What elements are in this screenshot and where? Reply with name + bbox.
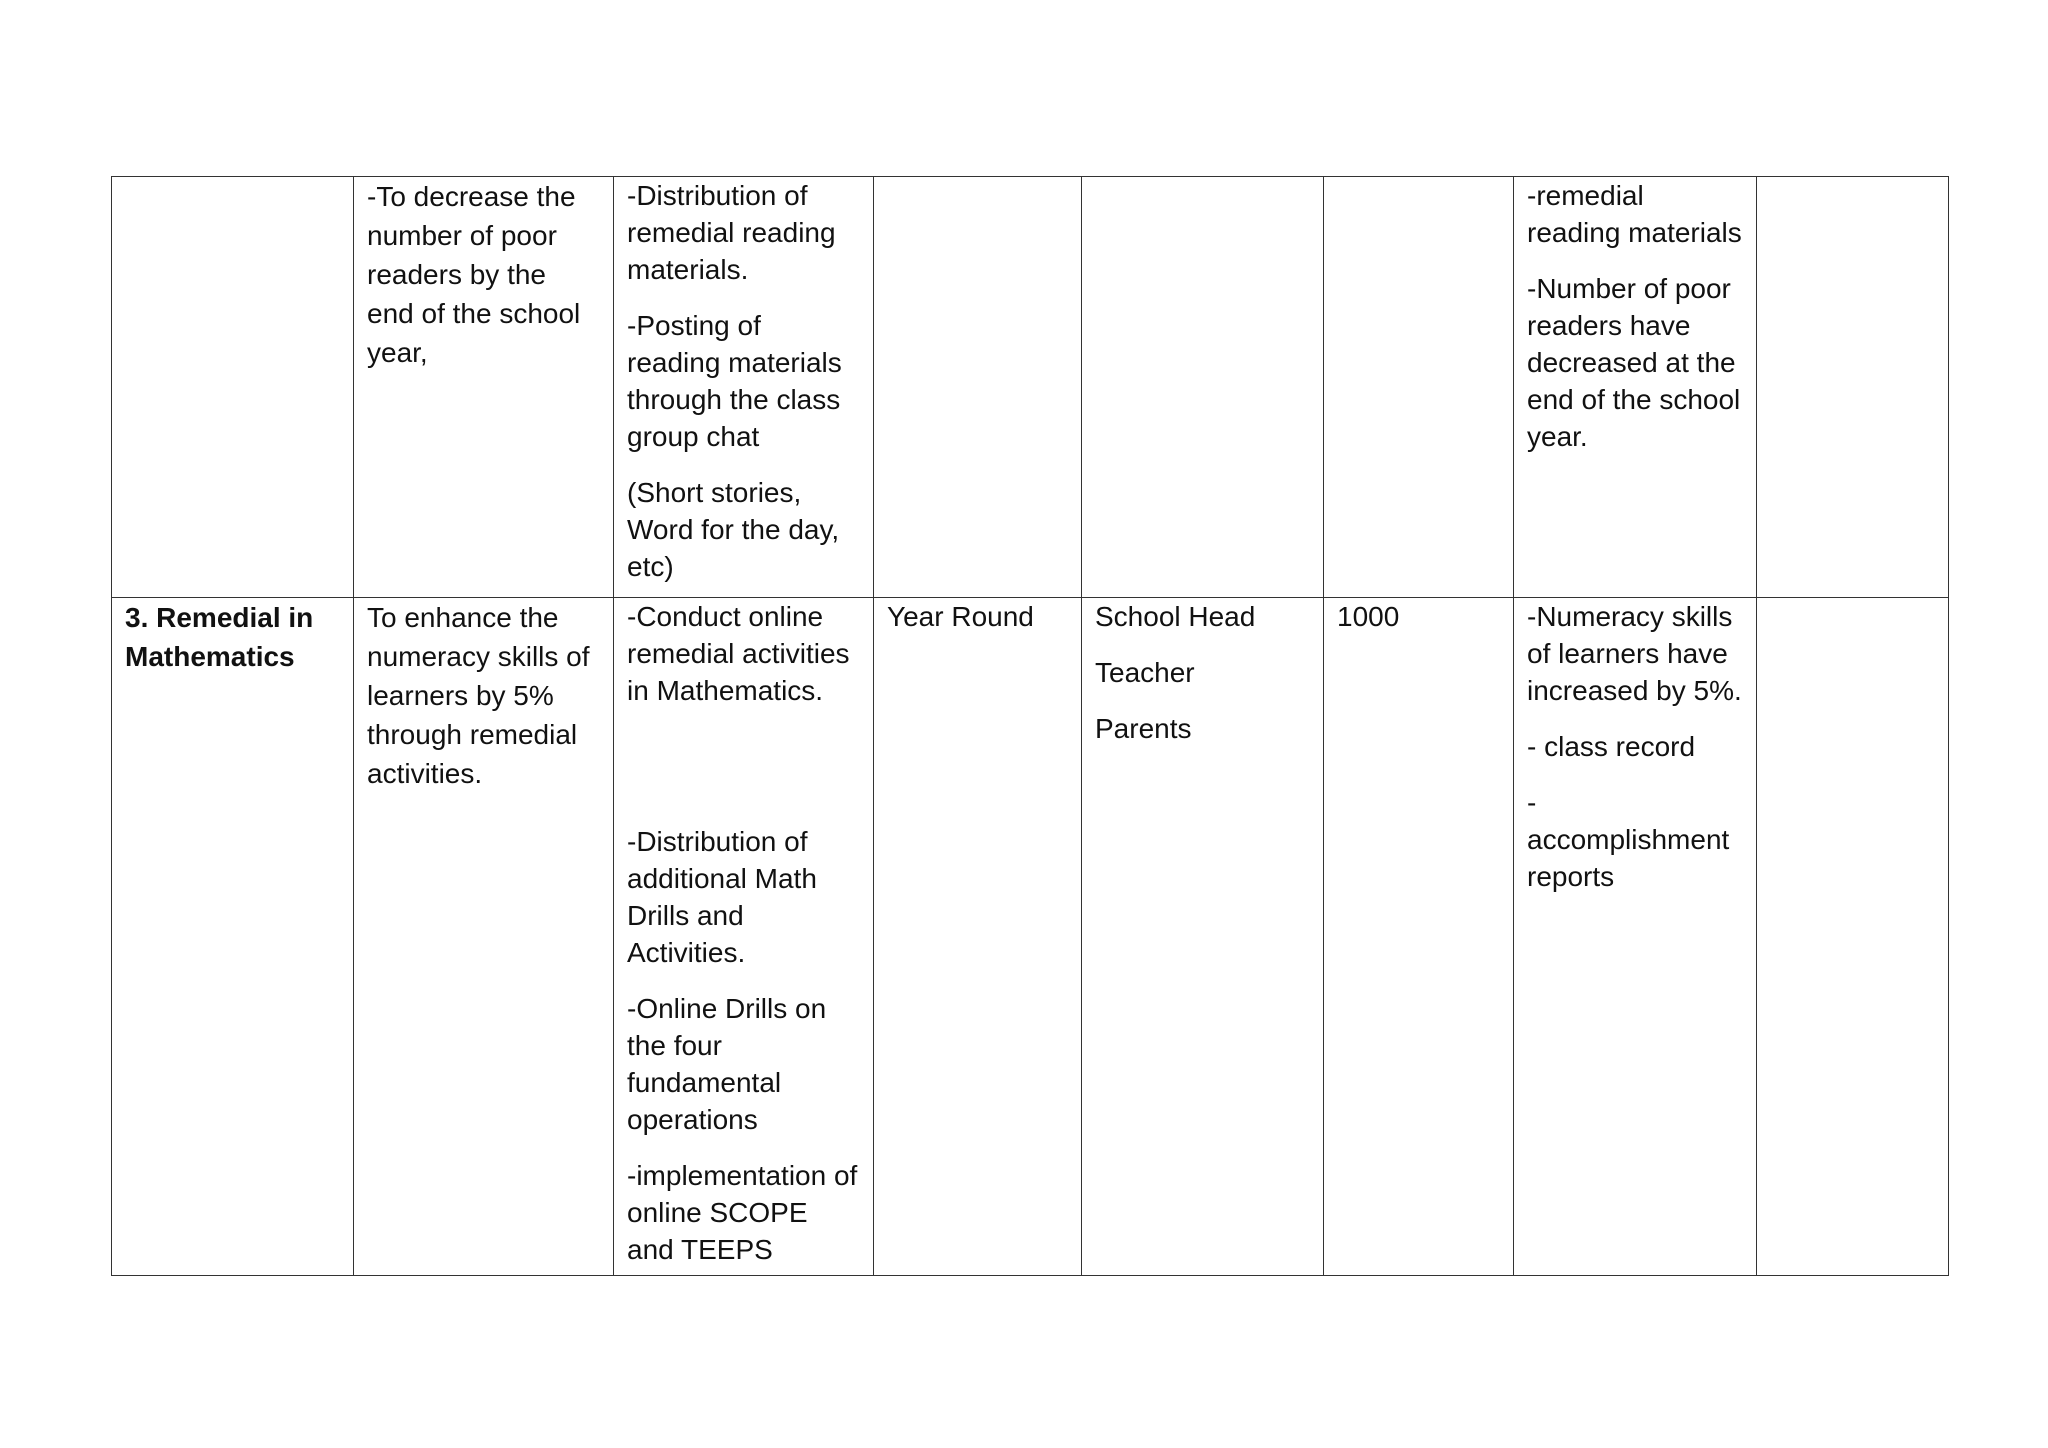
- indicator-item: -: [1527, 787, 1537, 818]
- activities-cell: [614, 177, 874, 598]
- table-row: [112, 177, 1949, 598]
- action-plan-table: [111, 176, 1949, 1276]
- person-item: Teacher: [1095, 657, 1195, 688]
- time-frame-cell: [874, 177, 1082, 598]
- indicators-cell: [1514, 177, 1757, 598]
- remarks-cell: [1757, 177, 1949, 598]
- objective-text: -To decrease the number of poor readers by the end of the school year,: [367, 181, 581, 368]
- indicator-item: - class record: [1527, 731, 1696, 762]
- indicator-item: -Numeracy skills of learners have increased by 5%.: [1527, 601, 1742, 706]
- table-row: [112, 598, 1949, 1276]
- activity-item: -Conduct online remedial activities in Mathematics.: [627, 601, 850, 706]
- objective-cell: [354, 177, 614, 598]
- indicator-item: accomplishment reports: [1527, 824, 1730, 892]
- budget-cell: [1324, 177, 1514, 598]
- activity-item: -Online Drills on the four fundamental operations: [627, 993, 827, 1135]
- person-item: School Head: [1095, 601, 1256, 632]
- budget-text: 1000: [1337, 601, 1400, 632]
- program-cell: [112, 177, 354, 598]
- program-cell: [112, 598, 354, 1276]
- indicators-cell: [1514, 598, 1757, 1276]
- activities-cell: [614, 598, 874, 1276]
- persons-involved-cell: [1082, 177, 1324, 598]
- objective-cell: [354, 598, 614, 1276]
- persons-involved-cell: [1082, 598, 1324, 1276]
- budget-cell: [1324, 598, 1514, 1276]
- activity-item: -implementation of online SCOPE and TEEPS: [627, 1160, 858, 1265]
- program-title: 3. Remedial in Mathematics: [125, 602, 314, 672]
- time-frame-cell: [874, 598, 1082, 1276]
- activity-item: -Distribution of remedial reading materials.: [627, 180, 836, 285]
- objective-text: To enhance the numeracy skills of learners by 5% through remedial activities.: [367, 602, 590, 789]
- remarks-cell: [1757, 598, 1949, 1276]
- time-frame-text: Year Round: [887, 601, 1034, 632]
- indicator-item: -Number of poor readers have decreased at the end of the school year.: [1527, 273, 1741, 452]
- activity-item: (Short stories, Word for the day, etc): [627, 477, 840, 582]
- activity-item: -Distribution of additional Math Drills and Activities.: [627, 826, 817, 968]
- activity-item: -Posting of reading materials through the class group chat: [627, 310, 842, 452]
- person-item: Parents: [1095, 713, 1192, 744]
- indicator-item: -remedial reading materials: [1527, 180, 1742, 248]
